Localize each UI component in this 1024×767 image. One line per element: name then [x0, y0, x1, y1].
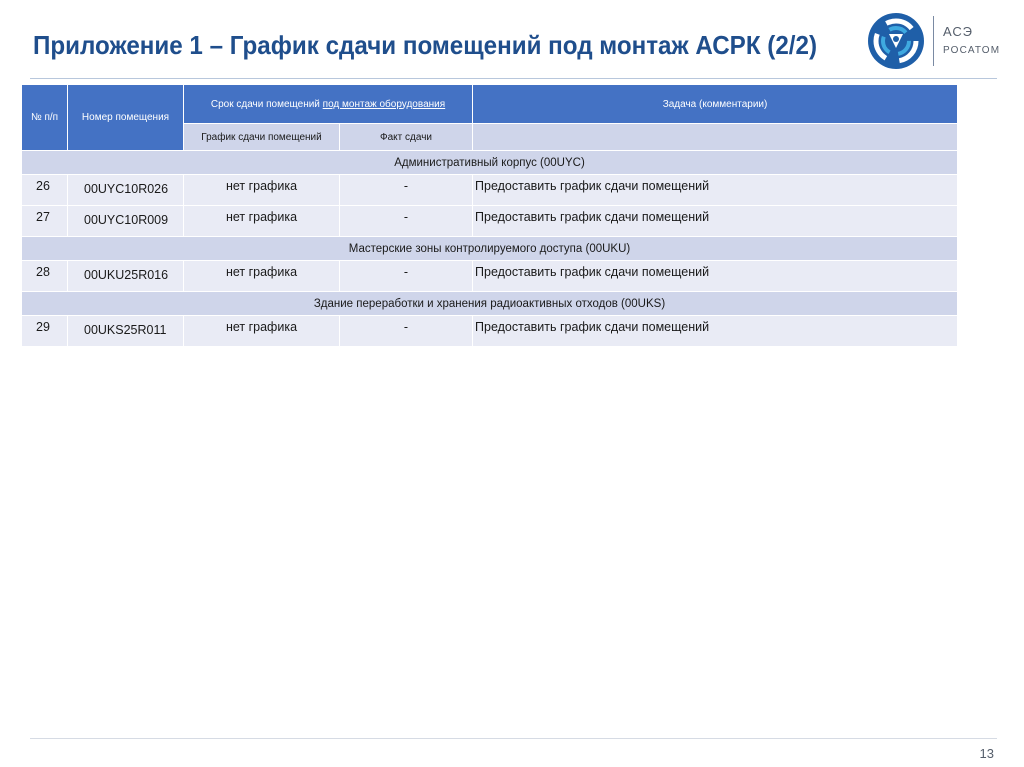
table-row	[22, 206, 958, 237]
section-row	[22, 151, 958, 175]
title-divider	[30, 78, 997, 79]
row-fact: -	[340, 206, 473, 237]
row-room: 00UKS25R011	[68, 316, 184, 347]
row-fact: -	[340, 261, 473, 292]
header-fact: Факт сдачи	[340, 124, 473, 151]
row-room: 00UYC10R026	[68, 175, 184, 206]
section-title: Мастерские зоны контролируемого доступа (00UKU)	[22, 237, 958, 261]
section-title: Здание переработки и хранения радиоактивных отходов (00UKS)	[22, 292, 958, 316]
section-row	[22, 292, 958, 316]
footer-divider	[30, 738, 997, 739]
section-title: Административный корпус (00UYC)	[22, 151, 958, 175]
header-num: № п/п	[22, 85, 68, 151]
row-schedule: нет графика	[184, 316, 340, 347]
header-task: Задача (комментарии)	[473, 85, 958, 124]
header-task-sub	[473, 124, 958, 151]
table-row	[22, 316, 958, 347]
logo-separator	[933, 16, 934, 66]
table-row	[22, 175, 958, 206]
logo-name: АСЭ	[943, 24, 973, 39]
logo-subtitle: РОСАТОМ	[943, 45, 1001, 56]
row-num: 27	[22, 206, 68, 237]
header-schedule: График сдачи помещений	[184, 124, 340, 151]
row-schedule: нет графика	[184, 206, 340, 237]
header-deadline-underlined: под монтаж оборудования	[322, 98, 446, 110]
row-schedule: нет графика	[184, 175, 340, 206]
row-num: 26	[22, 175, 68, 206]
section-row	[22, 237, 958, 261]
rosatom-logo	[867, 12, 1002, 70]
row-task: Предоставить график сдачи помещений	[473, 206, 958, 237]
row-num: 29	[22, 316, 68, 347]
row-task: Предоставить график сдачи помещений	[473, 316, 958, 347]
atom-logo-icon	[867, 12, 925, 70]
schedule-table	[21, 84, 958, 347]
row-room: 00UYC10R009	[68, 206, 184, 237]
slide-title: Приложение 1 – График сдачи помещений под монтаж АСРК (2/2)	[33, 30, 818, 60]
row-fact: -	[340, 175, 473, 206]
row-fact: -	[340, 316, 473, 347]
header-deadline-text: Срок сдачи помещений	[210, 98, 323, 110]
table-row	[22, 261, 958, 292]
header-room: Номер помещения	[68, 85, 184, 151]
page-number: 13	[979, 746, 994, 761]
row-num: 28	[22, 261, 68, 292]
header-deadline	[184, 85, 473, 124]
row-task: Предоставить график сдачи помещений	[473, 175, 958, 206]
row-room: 00UKU25R016	[68, 261, 184, 292]
row-task: Предоставить график сдачи помещений	[473, 261, 958, 292]
row-schedule: нет графика	[184, 261, 340, 292]
